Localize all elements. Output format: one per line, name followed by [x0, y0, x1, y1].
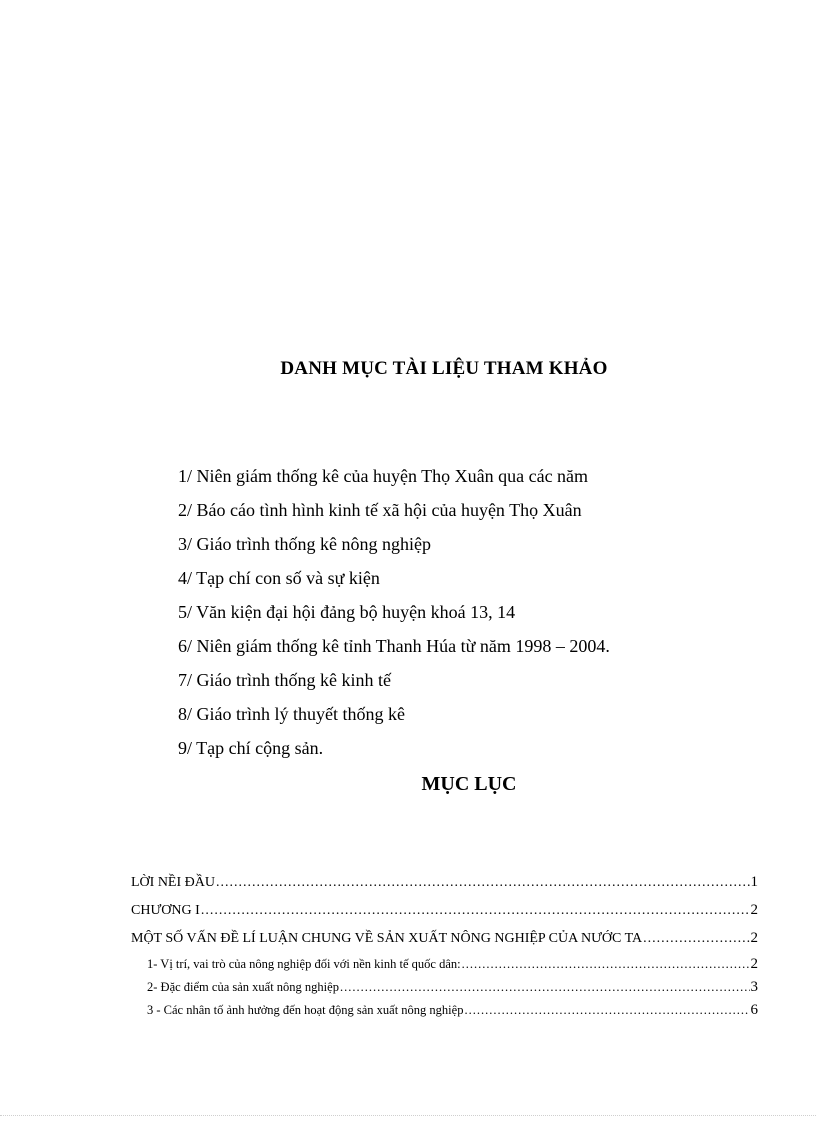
reference-item: 5/ Văn kiện đại hội đảng bộ huyện khoá 13, 14 [178, 602, 516, 622]
toc-entry-page: 2 [750, 956, 758, 972]
toc-entry-page: 1 [750, 874, 758, 890]
toc-entry[interactable] [131, 898, 758, 926]
reference-item: 7/ Giáo trình thống kê kinh tế [178, 670, 391, 690]
references-list [178, 462, 610, 768]
toc-entry-text: 1- Vị trí, vai trò của nông nghiệp đối với nền kinh tế quốc dân: [147, 957, 461, 971]
toc-dot-leader [340, 977, 750, 997]
toc-entry-text: 2- Đặc điểm của sản xuất nông nghiệp [147, 980, 339, 994]
toc-entry-page: 2 [750, 902, 758, 918]
reference-item: 3/ Giáo trình thống kê nông nghiệp [178, 534, 431, 554]
page-bottom-divider [0, 1115, 816, 1116]
toc-entry-text: 3 - Các nhân tố ảnh hưởng đến hoạt động sản xuất nông nghiệp [147, 1003, 464, 1017]
toc-entry-page: 3 [750, 979, 758, 995]
reference-item: 6/ Niên giám thống kê tỉnh Thanh Húa từ năm 1998 – 2004. [178, 636, 610, 656]
reference-item: 8/ Giáo trình lý thuyết thống kê [178, 704, 405, 724]
toc-entry[interactable] [131, 1000, 758, 1023]
reference-item: 4/ Tạp chí con số và sự kiện [178, 568, 380, 588]
toc-entry[interactable] [131, 926, 758, 954]
toc-entry[interactable] [131, 977, 758, 1000]
references-title: DANH MỤC TÀI LIỆU THAM KHẢO [280, 358, 608, 379]
toc-title: MỤC LỤC [421, 773, 517, 795]
reference-item: 1/ Niên giám thống kê của huyện Thọ Xuân qua các năm [178, 466, 589, 486]
reference-item: 9/ Tạp chí cộng sản. [178, 738, 324, 758]
toc-entry[interactable] [131, 954, 758, 977]
toc-entry-page: 2 [750, 930, 758, 946]
toc-dot-leader [464, 1000, 749, 1020]
reference-item: 2/ Báo cáo tình hình kinh tế xã hội của huyện Thọ Xuân [178, 500, 582, 520]
toc-entry[interactable] [131, 870, 758, 898]
toc-entry-text: LỜI NỀI ĐẦU [131, 875, 215, 890]
toc-entry-text: CHƯƠNG I [131, 903, 200, 918]
table-of-contents [131, 870, 758, 1023]
toc-dot-leader [216, 871, 750, 895]
toc-entry-page: 6 [750, 1002, 758, 1018]
toc-dot-leader [201, 899, 750, 923]
toc-dot-leader [643, 927, 749, 951]
toc-dot-leader [462, 954, 750, 974]
toc-entry-text: MỘT SỐ VẤN ĐỀ LÍ LUẬN CHUNG VỀ SẢN XUẤT NÔNG NGHIỆP CỦA NƯỚC TA [131, 931, 643, 946]
